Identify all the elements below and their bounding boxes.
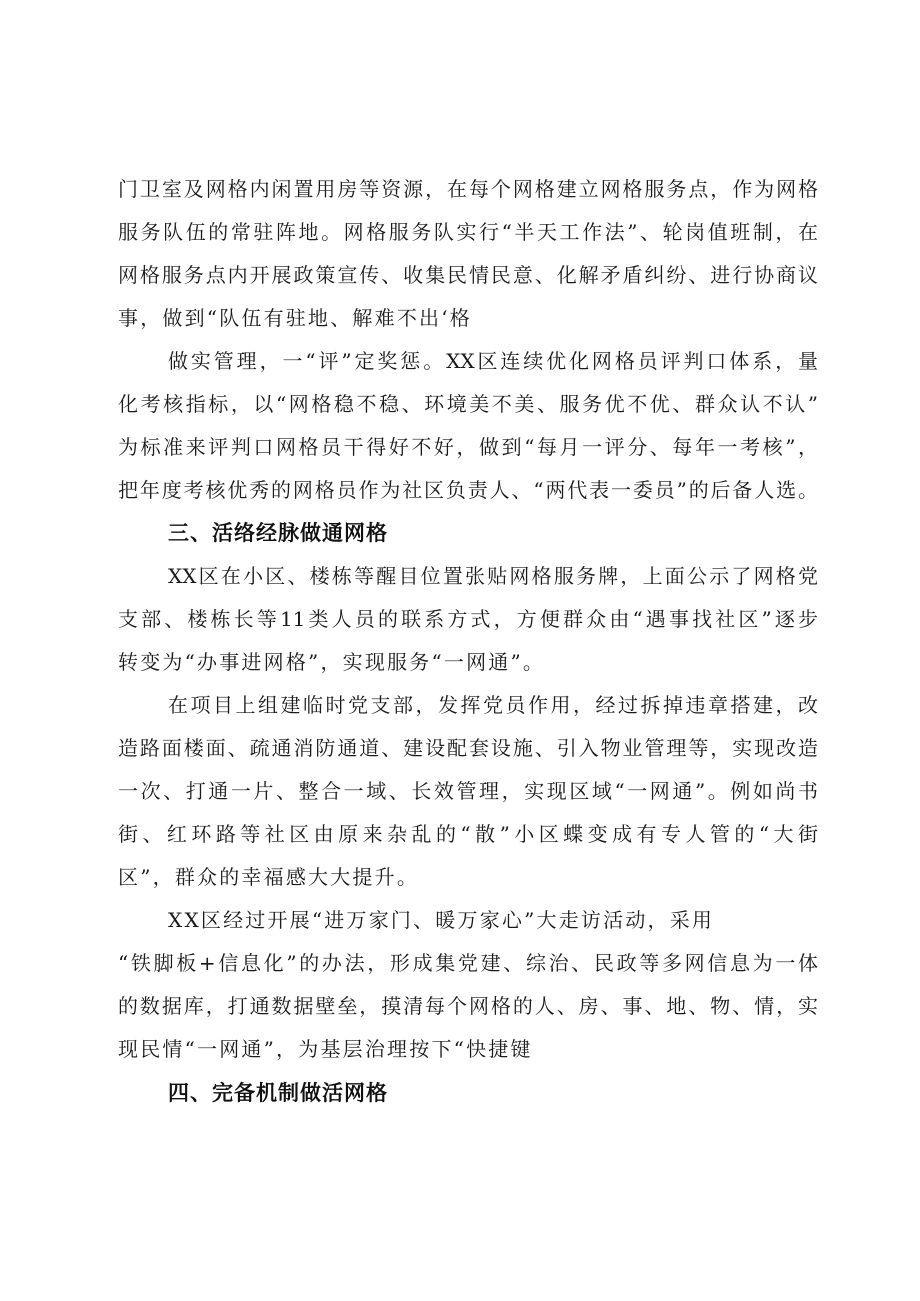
paragraph-line: “铁脚板+信息化”的办法，形成集党建、综治、民政等多网信息为一体: [118, 951, 818, 975]
paragraph-line: 服务队伍的常驻阵地。网格服务队实行“半天工作法”、轮岗值班制，在: [118, 220, 818, 244]
paragraph-line: 做实管理，一“评”定奖惩。XX区连续优化网格员评判口体系，量: [168, 349, 818, 373]
paragraph-line: 现民情“一网通”，为基层治理按下“快捷键: [118, 1037, 533, 1061]
paragraph-line: 在项目上组建临时党支部，发挥党员作用，经过拆掉违章搭建，改: [168, 693, 818, 717]
paragraph-line: 支部、楼栋长等11类人员的联系方式，方便群众由“遇事找社区”逐步: [118, 607, 818, 631]
paragraph-line: XX区经过开展“进万家门、暖万家心”大走访活动，采用: [168, 908, 715, 932]
paragraph-line: 区”，群众的幸福感大大提升。: [118, 865, 420, 889]
paragraph-line: 一次、打通一片、整合一域、长效管理，实现区域“一网通”。例如尚书: [118, 779, 818, 803]
paragraph-line: 化考核指标，以“网格稳不稳、环境美不美、服务优不优、群众认不认”: [118, 392, 818, 416]
section-heading-4: 四、完备机制做活网格: [168, 1081, 388, 1105]
paragraph-line: 事，做到“队伍有驻地、解难不出‘格: [118, 306, 472, 330]
paragraph-line: 的数据库，打通数据壁垒，摸清每个网格的人、房、事、地、物、情，实: [118, 994, 818, 1018]
paragraph-line: 街、红环路等社区由原来杂乱的“散”小区蝶变成有专人管的“大街: [118, 822, 818, 846]
paragraph-line: 网格服务点内开展政策宣传、收集民情民意、化解矛盾纠纷、进行协商议: [118, 263, 818, 287]
paragraph-line: 把年度考核优秀的网格员作为社区负责人、“两代表一委员”的后备人选。: [118, 478, 818, 502]
paragraph-line: 造路面楼面、疏通消防通道、建设配套设施、引入物业管理等，实现改造: [118, 736, 818, 760]
paragraph-line: XX区在小区、楼栋等醒目位置张贴网格服务牌，上面公示了网格党: [168, 564, 818, 588]
paragraph-line: 转变为“办事进网格”，实现服务“一网通”。: [118, 650, 546, 674]
paragraph-line: 为标准来评判口网格员干得好不好，做到“每月一评分、每年一考核”，: [118, 435, 818, 459]
section-heading-3: 三、活络经脉做通网格: [168, 521, 388, 545]
paragraph-line: 门卫室及网格内闲置用房等资源，在每个网格建立网格服务点，作为网格: [118, 177, 818, 201]
